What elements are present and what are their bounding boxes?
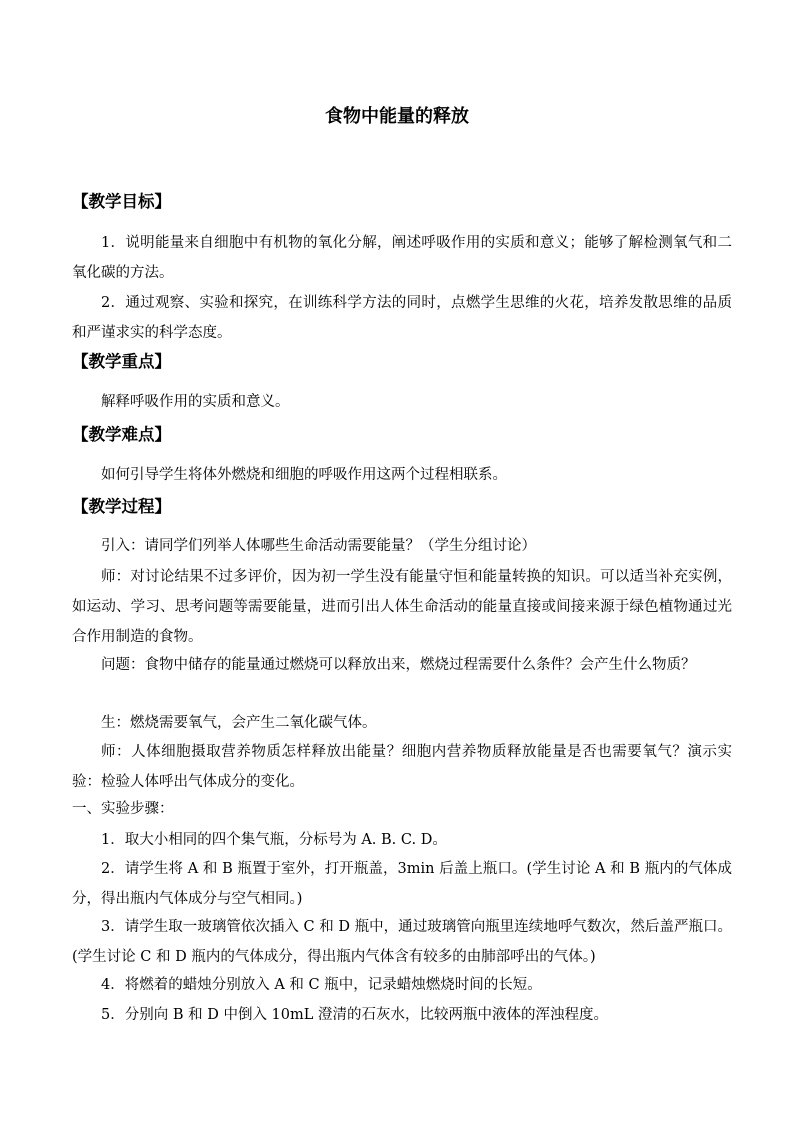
step-item-4: 4．将燃着的蜡烛分别放入 A 和 C 瓶中，记录蜡烛燃烧时间的长短。 xyxy=(101,977,542,993)
process-teacher-1: 师：对讨论结果不过多评价，因为初一学生没有能量守恒和能量转换的知识。可以适当补充实例，如运动、学习、思考问题等需要能量，进而引出人体生命活动的能量直接或间接来源于绿色植物通过光合作用制造的食物。 xyxy=(72,569,732,645)
step-item-1: 1．取大小相同的四个集气瓶，分标号为 A. B. C. D。 xyxy=(101,832,447,848)
process-intro: 引入：请同学们列举人体哪些生命活动需要能量？（学生分组讨论） xyxy=(101,538,536,554)
step-item-5: 5．分别向 B 和 D 中倒入 10mL 澄清的石灰水，比较两瓶中液体的浑浊程度。 xyxy=(101,1007,608,1023)
difficulty-heading: 【教学难点】 xyxy=(72,425,171,444)
key-heading: 【教学重点】 xyxy=(72,352,171,371)
steps-heading: 一、实验步骤： xyxy=(72,801,174,817)
step-item-3: 3．请学生取一玻璃管依次插入 C 和 D 瓶中，通过玻璃管向瓶里连续地呼气数次，然后盖严瓶口。(学生讨论 C 和 D 瓶内的气体成分，得出瓶内气体含有较多的由肺部呼出的气体。) xyxy=(72,919,732,965)
process-question: 问题：食物中储存的能量通过燃烧可以释放出来，燃烧过程需要什么条件？会产生什么物质？ xyxy=(101,657,696,673)
goal-item-2: 2．通过观察、实验和探究，在训练科学方法的同时，点燃学生思维的火花，培养发散思维的品质和严谨求实的科学态度。 xyxy=(72,295,732,341)
process-student: 生：燃烧需要氧气，会产生二氧化碳气体。 xyxy=(101,715,377,731)
goal-item-1: 1．说明能量来自细胞中有机物的氧化分解，阐述呼吸作用的实质和意义；能够了解检测氧气和二氧化碳的方法。 xyxy=(72,235,732,281)
step-item-2: 2．请学生将 A 和 B 瓶置于室外，打开瓶盖，3min 后盖上瓶口。(学生讨论 A 和 B 瓶内的气体成分，得出瓶内气体成分与空气相同。) xyxy=(72,861,732,907)
key-text: 解释呼吸作用的实质和意义。 xyxy=(101,394,290,410)
goals-heading: 【教学目标】 xyxy=(72,192,171,211)
document-title: 食物中能量的释放 xyxy=(325,106,469,127)
difficulty-text: 如何引导学生将体外燃烧和细胞的呼吸作用这两个过程相联系。 xyxy=(101,467,507,483)
process-teacher-2: 师：人体细胞摄取营养物质怎样释放出能量？细胞内营养物质释放能量是否也需要氧气？演示实验：检验人体呼出气体成分的变化。 xyxy=(72,744,732,790)
process-heading: 【教学过程】 xyxy=(72,497,171,516)
